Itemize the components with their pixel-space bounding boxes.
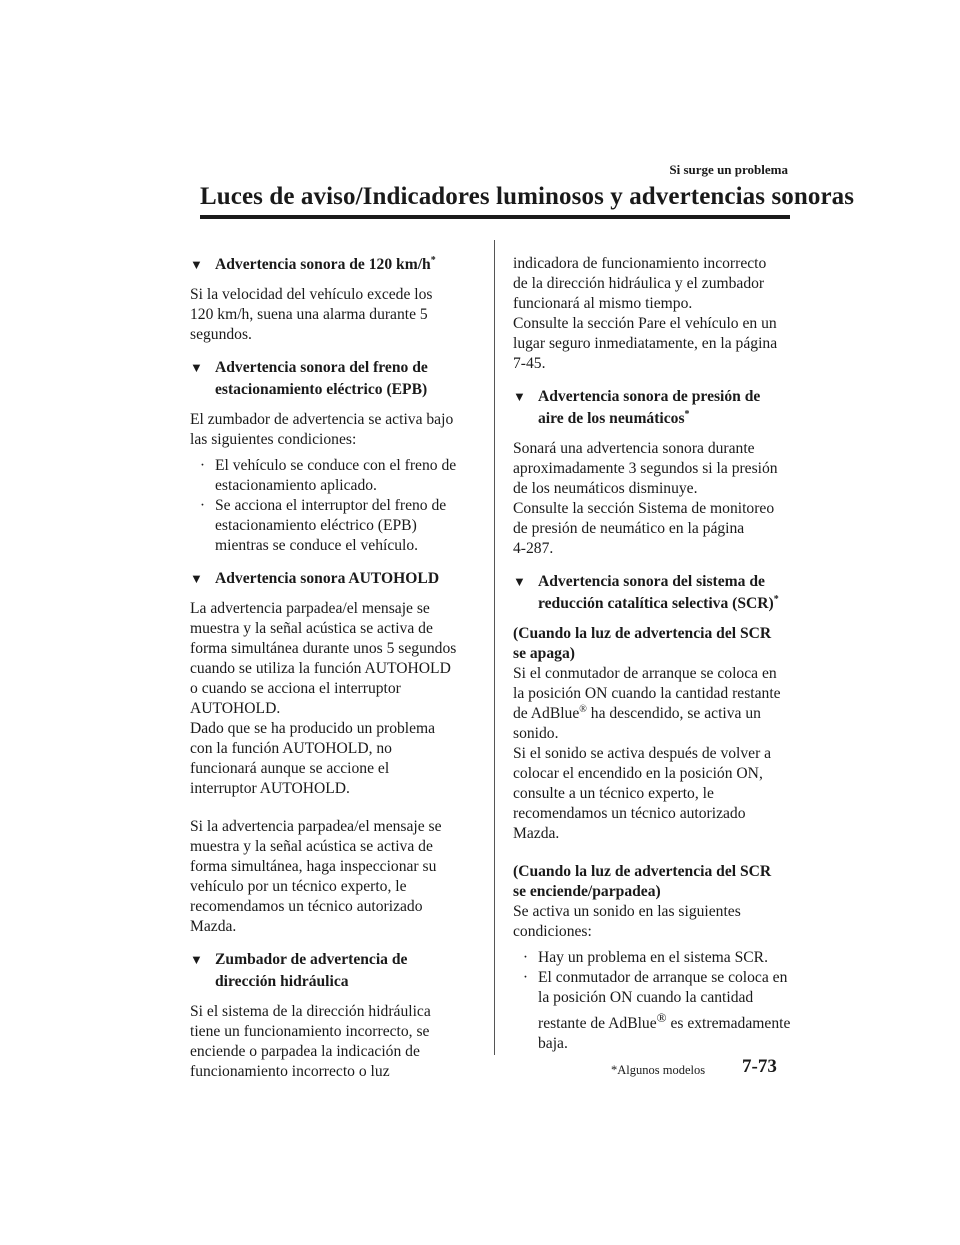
paragraph-line: Mazda.: [513, 825, 560, 842]
section-label: Si surge un problema: [669, 162, 788, 177]
paragraph-line: Si el sistema de la dirección hidráulica: [190, 1003, 431, 1020]
paragraph-line: 4-287.: [513, 540, 554, 557]
subheading: (Cuando la luz de advertencia del SCR: [513, 863, 772, 880]
paragraph-line: con la función AUTOHOLD, no: [190, 740, 392, 757]
triangle-icon: ▼: [190, 257, 203, 272]
paragraph-line: Si el conmutador de arranque se coloca en: [513, 665, 777, 682]
triangle-icon: ▼: [190, 360, 203, 375]
paragraph-line: funcionará aunque se accione el: [190, 760, 390, 777]
paragraph-line: interruptor AUTOHOLD.: [190, 780, 350, 797]
paragraph-line: de presión de neumático en la página: [513, 520, 745, 537]
paragraph-line: El zumbador de advertencia se activa bajo: [190, 411, 454, 428]
paragraph-line: Consulte la sección Sistema de monitoreo: [513, 500, 775, 517]
bullet-icon: ·: [522, 949, 529, 966]
left-column: [190, 254, 468, 1082]
triangle-icon: ▼: [190, 571, 203, 586]
paragraph-line: consulte a un técnico experto, le: [513, 785, 714, 802]
paragraph-line: o cuando se acciona el interruptor: [190, 680, 401, 697]
paragraph-line: AUTOHOLD.: [190, 700, 281, 717]
list-item: · El conmutador de arranque se coloca en la posición ON cuando la cantidad restante de AdBlue® es extremadamente baja.: [513, 968, 791, 1054]
bullet-icon: ·: [199, 457, 206, 474]
paragraph-line: enciende o parpadea la indicación de: [190, 1043, 420, 1060]
list-item: · Hay un problema en el sistema SCR.: [513, 948, 791, 968]
paragraph-line: funcionamiento incorrecto o luz: [190, 1063, 390, 1080]
subheading: (Cuando la luz de advertencia del SCR: [513, 625, 772, 642]
asterisk-mark: *: [430, 254, 436, 266]
paragraph-line: La advertencia parpadea/el mensaje se: [190, 600, 430, 617]
paragraph-line: muestra y la señal acústica se activa de: [190, 620, 433, 637]
right-column: [513, 254, 791, 1054]
bullet-icon: ·: [199, 497, 206, 514]
paragraph-line: Sonará una advertencia sonora durante: [513, 440, 755, 457]
asterisk-mark: *: [773, 593, 779, 605]
triangle-icon: ▼: [190, 952, 203, 967]
paragraph-line: las siguientes condiciones:: [190, 431, 357, 448]
registered-mark: ®: [579, 703, 587, 715]
subheading: se apaga): [513, 645, 575, 662]
paragraph-line: Consulte la sección Pare el vehículo en un: [513, 315, 777, 332]
paragraph-line: recomendamos un técnico autorizado: [513, 805, 746, 822]
paragraph-line: de AdBlue® ha descendido, se activa un: [513, 703, 761, 722]
paragraph-line: Si la advertencia parpadea/el mensaje se: [190, 818, 442, 835]
heading-power-steering: ▼ Zumbador de advertencia de dirección hidráulica: [190, 949, 468, 993]
paragraph-line: Dado que se ha producido un problema: [190, 720, 436, 737]
page-title: Luces de aviso/Indicadores luminosos y advertencias sonoras: [200, 183, 855, 210]
triangle-icon: ▼: [513, 574, 526, 589]
paragraph-line: de la dirección hidráulica y el zumbador: [513, 275, 765, 292]
paragraph-line: Si el sonido se activa después de volver a: [513, 745, 772, 762]
paragraph-line: sonido.: [513, 725, 559, 742]
heading-120kmh: ▼ Advertencia sonora de 120 km/h*: [190, 254, 468, 276]
paragraph-line: tiene un funcionamiento incorrecto, se: [190, 1023, 430, 1040]
paragraph-line: funcionará al mismo tiempo.: [513, 295, 693, 312]
footer-note: *Algunos modelos: [611, 1063, 706, 1077]
paragraph-line: muestra y la señal acústica se activa de: [190, 838, 433, 855]
heading-autohold: ▼ Advertencia sonora AUTOHOLD: [190, 568, 468, 590]
paragraph-line: forma simultánea, haga inspeccionar su: [190, 858, 437, 875]
list-item: · El vehículo se conduce con el freno de estacionamiento aplicado.: [190, 456, 468, 496]
header-rule: [200, 215, 790, 219]
heading-epb: ▼ Advertencia sonora del freno de estacionamiento eléctrico (EPB): [190, 357, 468, 401]
paragraph-line: de los neumáticos disminuye.: [513, 480, 698, 497]
paragraph-line: Si la velocidad del vehículo excede los: [190, 286, 433, 303]
page-number: 7-73: [742, 1056, 777, 1077]
heading-tire-pressure: ▼ Advertencia sonora de presión de aire de los neumáticos*: [513, 386, 791, 430]
paragraph-line: indicadora de funcionamiento incorrecto: [513, 255, 767, 272]
list-item: · Se acciona el interruptor del freno de estacionamiento eléctrico (EPB) mientras se conduce el vehículo.: [190, 496, 468, 556]
paragraph-line: forma simultánea durante unos 5 segundos: [190, 640, 457, 657]
paragraph-line: vehículo por un técnico experto, le: [190, 878, 407, 895]
paragraph-line: Se activa un sonido en las siguientes: [513, 903, 741, 920]
paragraph-line: condiciones:: [513, 923, 592, 940]
paragraph-line: aproximadamente 3 segundos si la presión: [513, 460, 778, 477]
asterisk-mark: *: [684, 408, 690, 420]
heading-scr: ▼ Advertencia sonora del sistema de reducción catalítica selectiva (SCR)*: [513, 571, 791, 615]
paragraph-line: cuando se utiliza la función AUTOHOLD: [190, 660, 451, 677]
paragraph-line: lugar seguro inmediatamente, en la página: [513, 335, 778, 352]
bullet-icon: ·: [522, 969, 529, 986]
registered-mark: ®: [656, 1010, 667, 1025]
paragraph-line: 120 km/h, suena una alarma durante 5: [190, 306, 428, 323]
paragraph-line: 7-45.: [513, 355, 546, 372]
paragraph-line: colocar el encendido en la posición ON,: [513, 765, 763, 782]
paragraph-line: segundos.: [190, 326, 252, 343]
paragraph-line: Mazda.: [190, 918, 237, 935]
column-divider: [494, 240, 495, 1055]
subheading: se enciende/parpadea): [513, 883, 661, 900]
paragraph-line: recomendamos un técnico autorizado: [190, 898, 423, 915]
triangle-icon: ▼: [513, 389, 526, 404]
paragraph-line: la posición ON cuando la cantidad restante: [513, 685, 781, 702]
